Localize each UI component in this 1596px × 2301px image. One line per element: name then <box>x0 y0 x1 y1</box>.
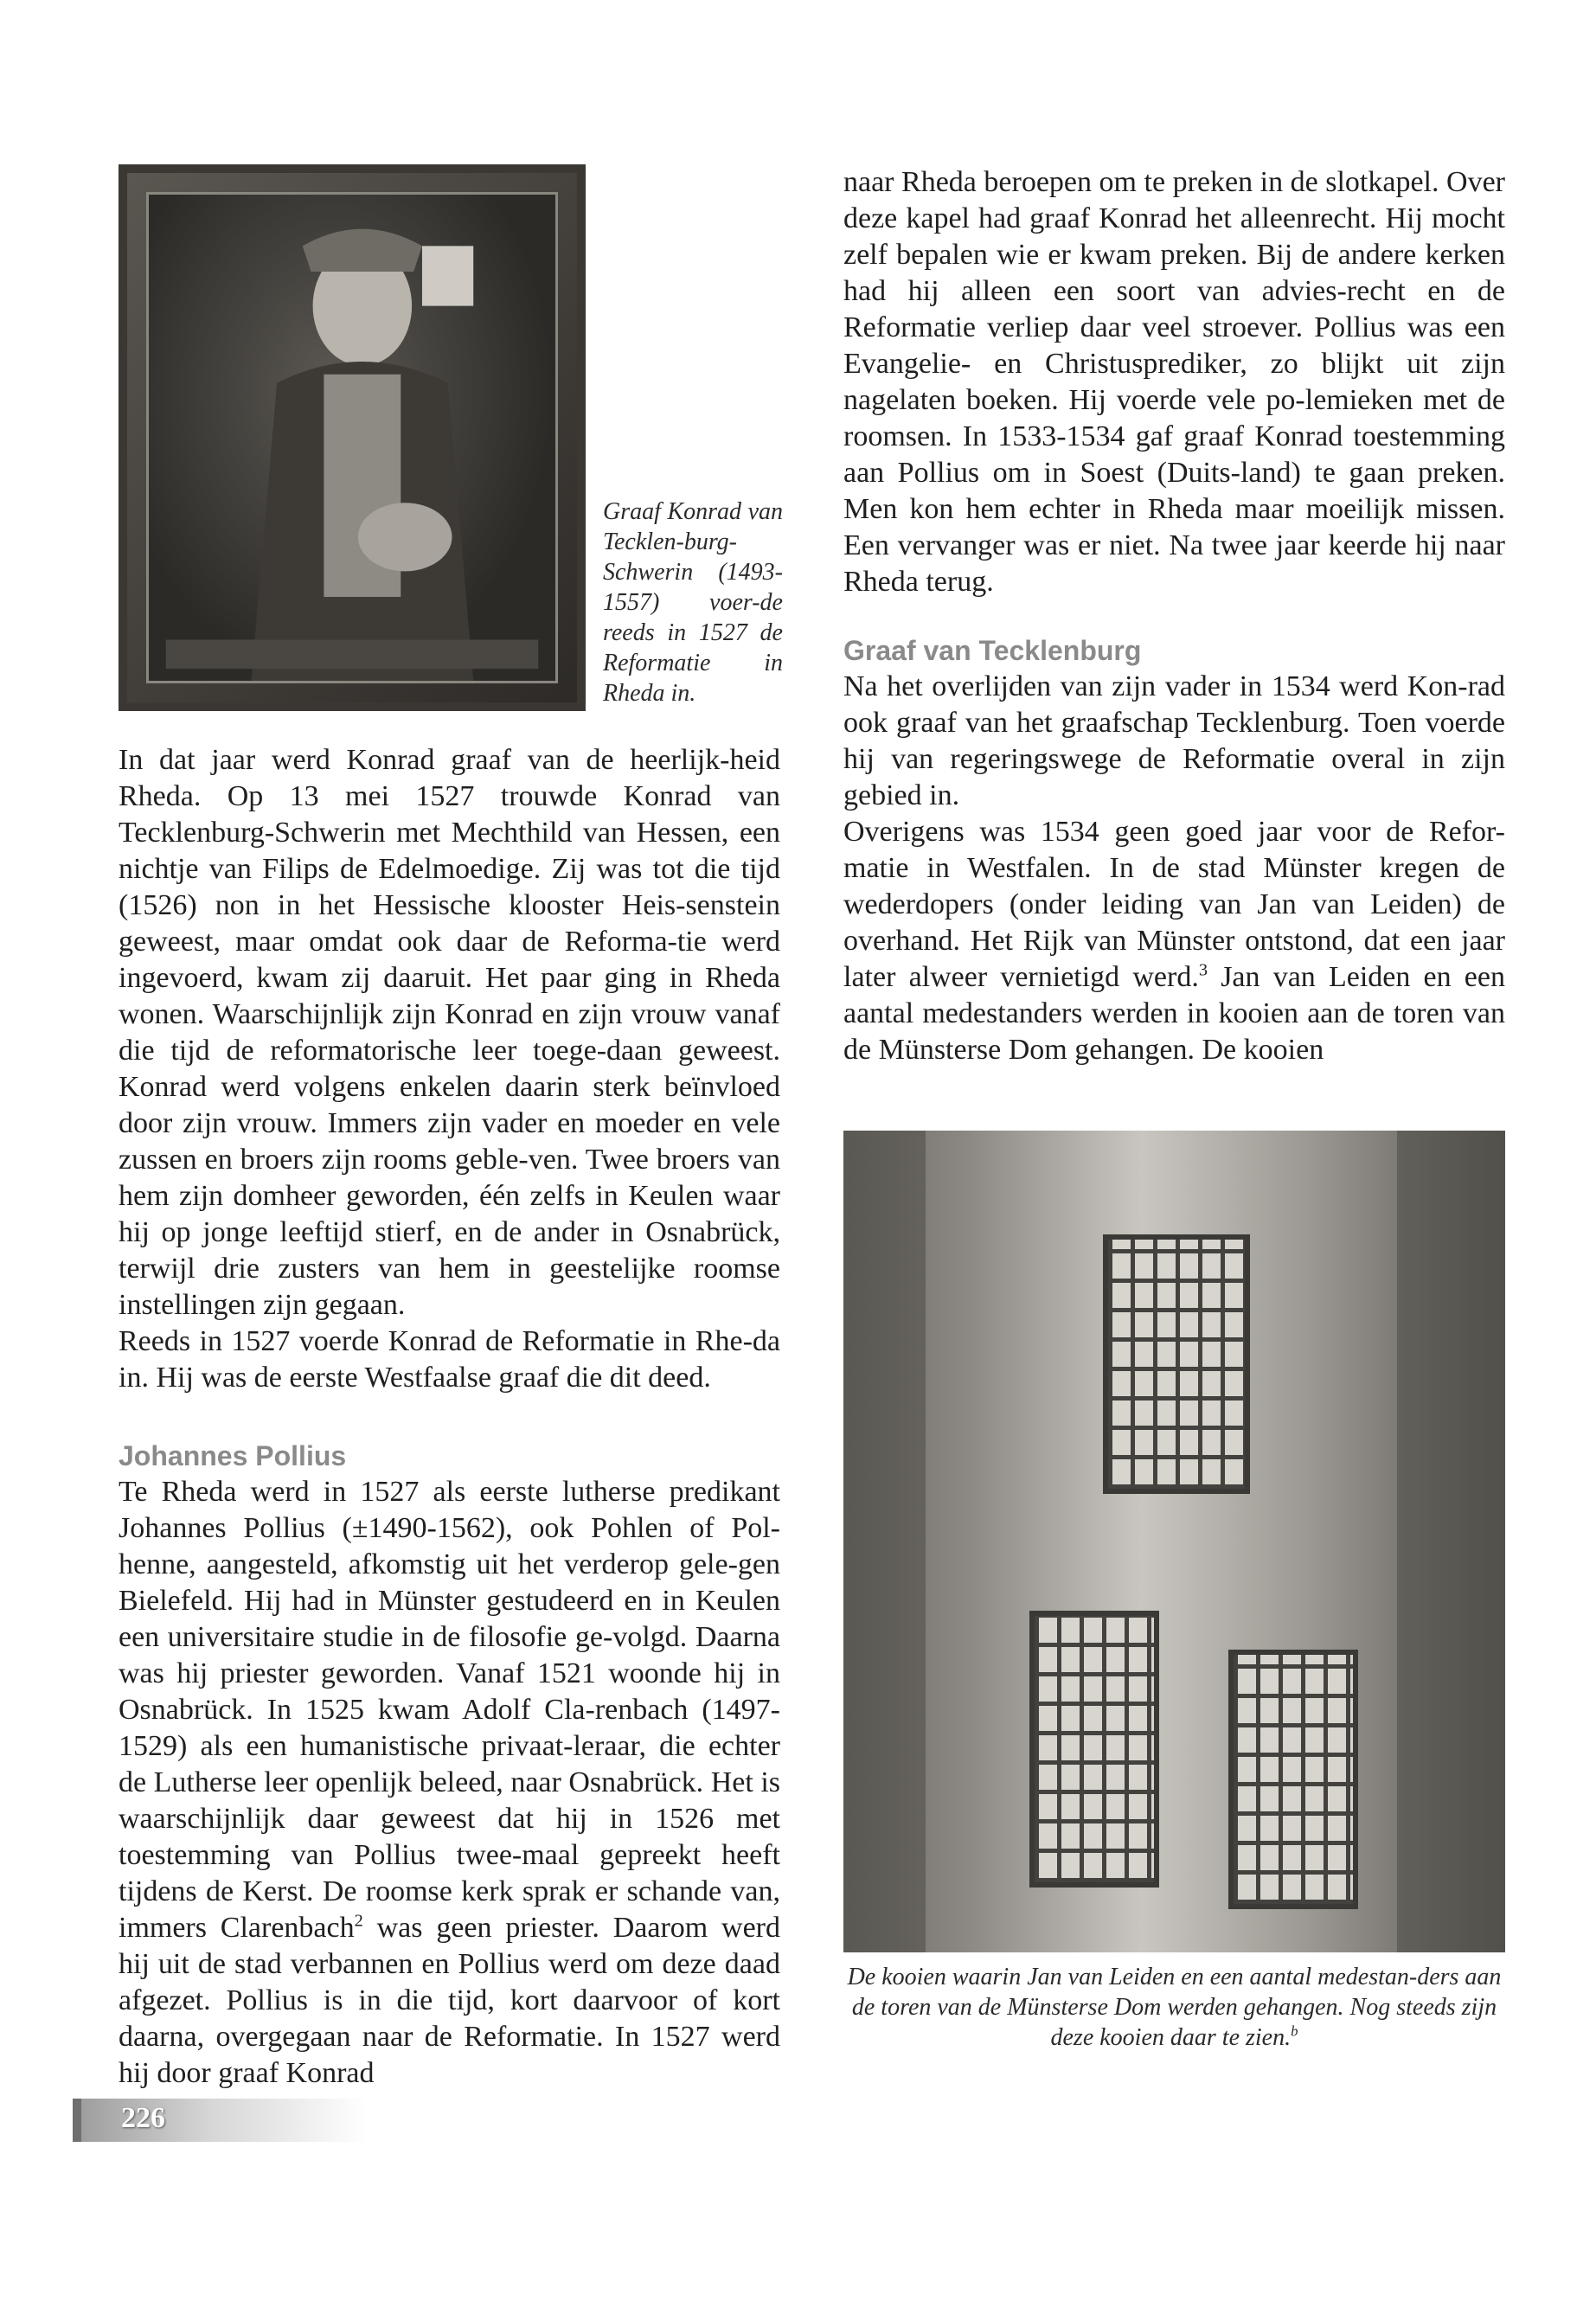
cage <box>1103 1234 1250 1494</box>
footnote-ref: 2 <box>354 1911 363 1931</box>
paragraph: Reeds in 1527 voerde Konrad de Reformatie in Rhe-da in. Hij was de eerste Westfaalse graaf die dit deed. <box>119 1325 780 1394</box>
portrait-painting <box>146 192 558 683</box>
paragraph: In dat jaar werd Konrad graaf van de heerlijk-heid Rheda. Op 13 mei 1527 trouwde Konrad van Tecklenburg-Schwerin met Mechthild van Hessen, een nichtje van Filips de Edelmoedige. Zij was tot die tijd (1526) non in het Hessische klooster Heis-senstein geweest, maar omdat ook daar de Reforma-tie werd ingevoerd, kwam zij daaruit. Het paar ging in Rheda wonen. Waarschijnlijk zijn Konrad en zijn vrouw vanaf die tijd de reformatorische leer toege-daan geweest. Konrad werd volgens enkelen daarin sterk beïnvloed door zijn vrouw. Immers zijn vader en moeder en vele zussen en broers zijn rooms geble-ven. Twee broers van hem zijn domheer geworden, één zelfs in Keulen waar hij op jonge leeftijd stierf, en de ander in Osnabrück, terwijl drie zusters van hem in geestelijke roomse instellingen zijn gegaan. <box>119 744 780 1321</box>
footnote-ref: b <box>1291 2022 1298 2040</box>
section-johannes-pollius <box>119 1438 780 2092</box>
text-run: Overigens was 1534 geen goed jaar voor de Refor-matie in Westfalen. In de stad Münster kregen de wederdopers (onder leiding van Jan van Leiden) de overhand. Het Rijk van Münster ontstond, dat een jaar later alweer vernietigd werd. <box>843 816 1505 993</box>
page-number: 226 <box>121 2102 165 2134</box>
footnote-ref: 3 <box>1198 960 1208 980</box>
tower-pillar <box>1397 1131 1505 1952</box>
cage <box>1228 1650 1358 1909</box>
paragraph <box>119 1474 780 2092</box>
portrait-figure-icon <box>149 195 555 681</box>
tower-pillar <box>843 1131 926 1952</box>
section-graaf-van-tecklenburg <box>843 632 1505 1068</box>
cages-photo <box>843 1131 1505 1952</box>
text-run: was geen priester. Daarom werd hij uit de stad verbannen en Pollius werd om deze daad afgezet. Pollius is in die tijd, kort daarvoor of kort daarna, overgegaan naar de Reformatie. In 1527 werd hij door graaf Konrad <box>119 1912 780 2089</box>
right-column-continuation <box>843 164 1505 600</box>
section-heading: Johannes Pollius <box>119 1440 347 1471</box>
paragraph: Na het overlijden van zijn vader in 1534 werd Kon-rad ook graaf van het graafschap Tecklenburg. Toen voerde hij van regeringswege de Reformatie overal in zijn gebied in. <box>843 670 1505 811</box>
text-run: Jan van Leiden en een aantal medestanders werden in kooien aan de toren van de Münsterse Dom gehangen. De kooien <box>843 961 1505 1066</box>
text-run: Te Rheda werd in 1527 als eerste lutherse predikant Johannes Pollius (±1490-1562), ook Pohlen of Pol-henne, aangesteld, afkomstig uit het verderop gele-gen Bielefeld. Hij had in Münster gestudeerd en in Keulen een universitaire studie in de filosofie ge-volgd. Daarna was hij priester geworden. Vanaf 1521 woonde hij in Osnabrück. In 1525 kwam Adolf Cla-renbach (1497-1529) als een humanistische privaat-leraar, die echter de Lutherse leer openlijk beleed, naar Osnabrück. Het is waarschijnlijk daar geweest dat hij in 1526 met toestemming van Pollius twee-maal gepreekt heeft tijdens de Kerst. De roomse kerk sprak er schande van, immers Clarenbach <box>119 1476 780 1944</box>
cage <box>1029 1611 1159 1888</box>
caption-text: De kooien waarin Jan van Leiden en een aantal medestan-ders aan de toren van de Münsterse Dom werden gehangen. Nog steeds zijn deze kooien daar te zien. <box>847 1964 1502 2051</box>
portrait-image <box>119 164 586 711</box>
section-heading: Graaf van Tecklenburg <box>843 635 1142 666</box>
paragraph <box>843 814 1505 1068</box>
paragraph: naar Rheda beroepen om te preken in de slotkapel. Over deze kapel had graaf Konrad het alleenrecht. Hij mocht zelf bepalen wie er kwam preken. Bij de andere kerken had hij alleen een soort van advies-recht en de Reformatie verliep daar veel stroever. Pollius was een Evangelie- en Christusprediker, zo blijkt uit zijn nagelaten boeken. Hij voerde vele po-lemieken met de roomsen. In 1533-1534 gaf graaf Konrad toestemming aan Pollius om in Soest (Duits-land) te gaan preken. Men kon hem echter in Rheda maar moeilijk missen. Een vervanger was er niet. Na twee jaar keerde hij naar Rheda terug. <box>843 166 1505 598</box>
cages-caption <box>843 1962 1505 2053</box>
portrait-caption: Graaf Konrad van Tecklen-burg-Schwerin (1493-1557) voer-de reeds in 1527 de Reformatie in Rheda in. <box>603 498 783 707</box>
left-column-intro <box>119 742 780 1396</box>
page-number-bar <box>73 2099 367 2142</box>
